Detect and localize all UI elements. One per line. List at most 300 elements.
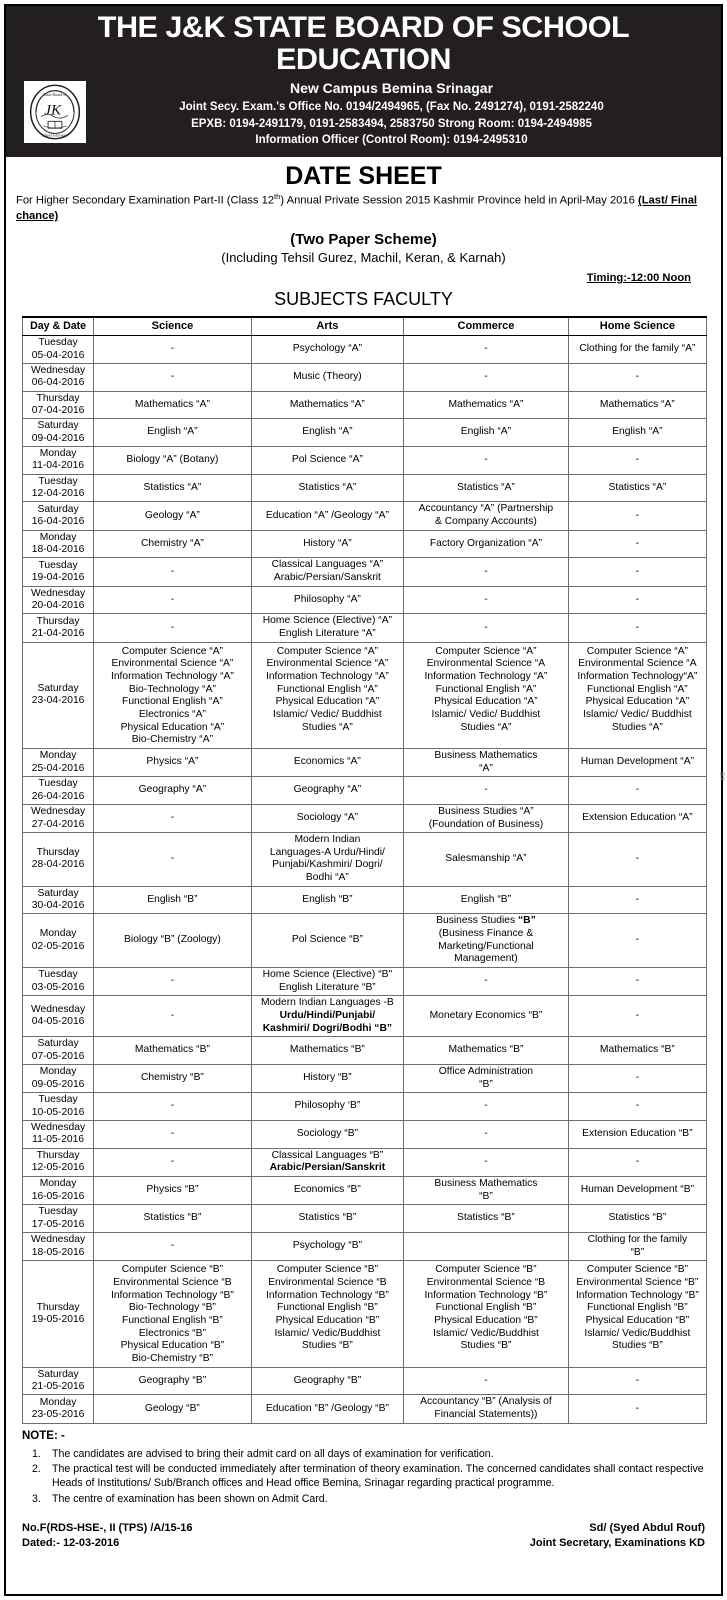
- table-row: [23, 833, 707, 887]
- day-name: Monday: [39, 1178, 77, 1190]
- cell-arts: Classical Languages “A” Arabic/Persian/Sanskrit: [251, 558, 403, 586]
- campus-name: New Campus Bemina Srinagar: [289, 80, 494, 96]
- cell-commerce: -: [404, 363, 569, 391]
- date-value: 21-05-2016: [31, 1380, 85, 1392]
- cell-day-date: [23, 530, 94, 558]
- cell-commerce: -: [404, 614, 569, 642]
- date-value: 02-05-2016: [31, 940, 85, 952]
- cell-arts: Geography “B”: [251, 1367, 403, 1395]
- table-row: [23, 391, 707, 419]
- cell-arts: Education “B” /Geology “B”: [251, 1395, 403, 1423]
- cell-science: -: [94, 833, 252, 887]
- cell-day-date: [23, 363, 94, 391]
- subtitle: [16, 192, 711, 224]
- cell-arts: Modern Indian Languages -B Urdu/Hindi/Punjabi/ Kashmiri/ Dogri/Bodhi “B”: [251, 996, 403, 1037]
- contact-line-3: Information Officer (Control Room): 0194-2495310: [255, 134, 528, 147]
- cell-science: -: [94, 804, 252, 832]
- date-value: 26-04-2016: [31, 790, 85, 802]
- date-value: 23-04-2016: [31, 695, 85, 707]
- cell-arts: Economics “A”: [251, 748, 403, 776]
- title-area: [6, 157, 721, 316]
- table-row: [23, 614, 707, 642]
- cell-commerce: Statistics “A”: [404, 474, 569, 502]
- note-text: The practical test will be conducted immediately after termination of theory examination. The concerned candidates shall contact respective Heads of Institutions/ Sub/Branch offices and Head office Bemina, Srinagar regarding practical programme.: [52, 1462, 704, 1490]
- cell-commerce: -: [404, 968, 569, 996]
- cell-arts: History “B”: [251, 1065, 403, 1093]
- date-value: 25-04-2016: [31, 762, 85, 774]
- table-row: [23, 1395, 707, 1423]
- date-value: 11-05-2016: [32, 1134, 85, 1146]
- day-name: Tuesday: [38, 475, 78, 487]
- cell-home-science: Mathematics “B”: [568, 1037, 706, 1065]
- col-header-home-science: Home Science: [568, 317, 706, 336]
- table-row: [23, 968, 707, 996]
- cell-commerce: Accountancy “A” (Partnership & Company Accounts): [404, 502, 569, 530]
- cell-day-date: [23, 1065, 94, 1093]
- day-name: Wednesday: [30, 587, 86, 599]
- contact-line-1: Joint Secy. Exam.'s Office No. 0194/2494965, (Fax No. 2491274), 0191-2582240: [179, 100, 604, 113]
- day-name: Thursday: [36, 1301, 80, 1313]
- table-row: [23, 1367, 707, 1395]
- cell-commerce: -: [404, 1093, 569, 1121]
- cell-home-science: -: [568, 833, 706, 887]
- cell-arts: Computer Science “A” Environmental Science “A” Information Technology “A” Functional English “A” Physical Education “A” Islamic/ Vedic/ Buddhist Studies “A”: [251, 642, 403, 748]
- table-row: [23, 1205, 707, 1233]
- cell-science: Computer Science “A” Environmental Science “A” Information Technology “A” Bio-Technology “A” Functional English “A” Electronics “A” Physical Education “A” Bio-Chemistry “A”: [94, 642, 252, 748]
- date-value: 12-05-2016: [31, 1162, 85, 1174]
- cell-commerce: Mathematics “A”: [404, 391, 569, 419]
- cell-day-date: [23, 1148, 94, 1176]
- table-header: [23, 317, 707, 336]
- table-row: [23, 446, 707, 474]
- table-body: [23, 336, 707, 1423]
- cell-science: -: [94, 363, 252, 391]
- cell-science: -: [94, 1233, 252, 1261]
- cell-arts: Statistics “A”: [251, 474, 403, 502]
- day-name: Tuesday: [38, 559, 78, 571]
- day-name: Saturday: [37, 887, 79, 899]
- cell-day-date: [23, 1205, 94, 1233]
- cell-commerce: Monetary Economics “B”: [404, 996, 569, 1037]
- cell-day-date: [23, 748, 94, 776]
- cell-arts: English “A”: [251, 419, 403, 447]
- cell-arts: Sociology “B”: [251, 1121, 403, 1149]
- col-header-science: Science: [94, 317, 252, 336]
- table-row: [23, 1233, 707, 1261]
- date-value: 19-04-2016: [31, 571, 85, 583]
- cell-science: -: [94, 614, 252, 642]
- cell-day-date: [23, 804, 94, 832]
- cell-home-science: Extension Education “A”: [568, 804, 706, 832]
- notes-heading: NOTE: -: [22, 1429, 65, 1442]
- cell-home-science: -: [568, 914, 706, 968]
- table-row: [23, 474, 707, 502]
- subjects-faculty-heading: SUBJECTS FACULTY: [274, 288, 453, 309]
- day-name: Monday: [39, 750, 77, 762]
- subtitle-superscript: th: [274, 192, 281, 202]
- day-name: Wednesday: [30, 806, 86, 818]
- col-header-commerce: Commerce: [404, 317, 569, 336]
- cell-commerce: -: [404, 336, 569, 364]
- date-value: 03-05-2016: [31, 981, 85, 993]
- cell-science: Geology “B”: [94, 1395, 252, 1423]
- cell-science: Computer Science “B” Environmental Science “B Information Technology “B” Bio-Technology “B” Functional English “B” Electronics “B” Physical Education “B” Bio-Chemistry “B”: [94, 1261, 252, 1367]
- day-name: Wednesday: [30, 1234, 86, 1246]
- cell-science: -: [94, 1121, 252, 1149]
- cell-home-science: -: [568, 1093, 706, 1121]
- cell-arts: Modern Indian Languages-A Urdu/Hindi/ Punjabi/Kashmiri/ Dogri/ Bodhi “A”: [251, 833, 403, 887]
- day-name: Wednesday: [30, 364, 86, 376]
- day-name: Thursday: [36, 847, 80, 859]
- cell-commerce: Business Studies “B” (Business Finance & Marketing/Functional Management): [404, 914, 569, 968]
- cell-home-science: -: [568, 1395, 706, 1423]
- board-title: THE J&K STATE BOARD OF SCHOOL EDUCATION: [97, 11, 630, 76]
- cell-science: English “B”: [94, 886, 252, 914]
- date-value: 10-05-2016: [31, 1106, 85, 1118]
- date-value: 16-05-2016: [31, 1190, 85, 1202]
- cell-science: Physics “B”: [94, 1177, 252, 1205]
- date-value: 05-04-2016: [31, 349, 85, 361]
- document-header: [6, 6, 721, 157]
- day-name: Wednesday: [30, 1122, 86, 1134]
- cell-commerce: Business Mathematics “A”: [404, 748, 569, 776]
- cell-commerce: -: [404, 446, 569, 474]
- svg-text:State Board of: State Board of: [43, 91, 67, 97]
- date-value: 06-04-2016: [31, 377, 85, 389]
- date-value: 09-04-2016: [31, 432, 85, 444]
- cell-home-science: -: [568, 1065, 706, 1093]
- cell-commerce: Statistics “B”: [404, 1205, 569, 1233]
- cell-science: -: [94, 336, 252, 364]
- cell-day-date: [23, 1261, 94, 1367]
- cell-science: -: [94, 996, 252, 1037]
- subtitle-emphasis: (Last/ Final chance): [16, 195, 698, 223]
- cell-science: Chemistry “A”: [94, 530, 252, 558]
- file-number: No.F(RDS-HSE-, II (TPS) /A/15-16: [22, 1521, 193, 1534]
- cell-commerce: Business Mathematics “B”: [404, 1177, 569, 1205]
- table-row: [23, 1148, 707, 1176]
- table-row: [23, 586, 707, 614]
- cell-home-science: -: [568, 1148, 706, 1176]
- note-item: [22, 1447, 705, 1461]
- cell-arts: English “B”: [251, 886, 403, 914]
- day-name: Thursday: [36, 392, 80, 404]
- cell-home-science: -: [568, 1367, 706, 1395]
- cell-commerce: Office Administration “B”: [404, 1065, 569, 1093]
- cell-commerce: English “B”: [404, 886, 569, 914]
- cell-day-date: [23, 336, 94, 364]
- day-name: Wednesday: [30, 1004, 86, 1016]
- cell-home-science: Clothing for the family “A”: [568, 336, 706, 364]
- day-name: Tuesday: [38, 1206, 78, 1218]
- cell-commerce: -: [404, 1367, 569, 1395]
- cell-home-science: Human Development “A”: [568, 748, 706, 776]
- cell-day-date: [23, 614, 94, 642]
- date-value: 04-05-2016: [31, 1016, 85, 1028]
- day-name: Monday: [39, 1066, 77, 1078]
- day-name: Tuesday: [38, 337, 78, 349]
- document-footer: [6, 1511, 721, 1560]
- cell-day-date: [23, 446, 94, 474]
- cell-day-date: [23, 1121, 94, 1149]
- cell-arts: Psychology “B”: [251, 1233, 403, 1261]
- cell-day-date: [23, 502, 94, 530]
- contact-line-2: EPXB: 0194-2491179, 0191-2583494, 2583750 Strong Room: 0194-2494985: [191, 117, 592, 130]
- table-header-row: [23, 317, 707, 336]
- cell-arts: Geography “A”: [251, 777, 403, 805]
- scheme-label: (Two Paper Scheme): [290, 231, 437, 249]
- note-text: The centre of examination has been shown on Admit Card.: [52, 1492, 328, 1505]
- date-value: 28-04-2016: [31, 859, 85, 871]
- cell-arts: Pol Science “B”: [251, 914, 403, 968]
- cell-commerce: -: [404, 777, 569, 805]
- cell-science: Geology “A”: [94, 502, 252, 530]
- table-row: [23, 886, 707, 914]
- cell-science: Statistics “A”: [94, 474, 252, 502]
- cell-arts: Home Science (Elective) “B" English Literature “B”: [251, 968, 403, 996]
- table-row: [23, 914, 707, 968]
- cell-science: Geography “B”: [94, 1367, 252, 1395]
- cell-science: Chemistry “B”: [94, 1065, 252, 1093]
- table-row: [23, 336, 707, 364]
- cell-day-date: [23, 996, 94, 1037]
- cell-science: English “A”: [94, 419, 252, 447]
- document-frame: [4, 4, 727, 1596]
- cell-arts: Mathematics “A”: [251, 391, 403, 419]
- cell-arts: Psychology “A”: [251, 336, 403, 364]
- subtitle-mid: ) Annual Private Session 2015 Kashmir Province held in April-May 2016: [280, 195, 638, 208]
- datesheet-table: [22, 316, 707, 1424]
- table-row: [23, 1261, 707, 1367]
- table-row: [23, 804, 707, 832]
- cell-day-date: [23, 474, 94, 502]
- day-name: Monday: [39, 1396, 77, 1408]
- date-value: 30-04-2016: [31, 900, 85, 912]
- timing-label: Timing:-12:00 Noon: [586, 271, 691, 284]
- cell-arts: Statistics “B”: [251, 1205, 403, 1233]
- signature-designation: Joint Secretary, Examinations KD: [529, 1537, 705, 1550]
- cell-commerce: -: [404, 586, 569, 614]
- day-name: Monday: [39, 928, 77, 940]
- cell-day-date: [23, 642, 94, 748]
- cell-commerce: -: [404, 1148, 569, 1176]
- note-number: 3.: [32, 1492, 41, 1505]
- table-row: [23, 558, 707, 586]
- date-value: 18-04-2016: [31, 543, 85, 555]
- cell-arts: Mathematics “B”: [251, 1037, 403, 1065]
- date-value: 27-04-2016: [31, 818, 85, 830]
- cell-day-date: [23, 1037, 94, 1065]
- cell-day-date: [23, 419, 94, 447]
- cell-day-date: [23, 558, 94, 586]
- date-value: 18-05-2016: [31, 1246, 85, 1258]
- signature-name: Sd/ (Syed Abdul Rouf): [589, 1521, 705, 1534]
- cell-arts: Economics “B”: [251, 1177, 403, 1205]
- cell-home-science: -: [568, 886, 706, 914]
- cell-science: Biology “B” (Zoology): [94, 914, 252, 968]
- table-row: [23, 1037, 707, 1065]
- table-row: [23, 642, 707, 748]
- cell-day-date: [23, 1233, 94, 1261]
- cell-science: Mathematics “B”: [94, 1037, 252, 1065]
- footer-left: [22, 1521, 193, 1552]
- cell-arts: Philosophy ‘B”: [251, 1093, 403, 1121]
- cell-science: Geography “A”: [94, 777, 252, 805]
- table-row: [23, 502, 707, 530]
- cell-commerce: Factory Organization “A”: [404, 530, 569, 558]
- day-name: Saturday: [37, 1368, 79, 1380]
- day-name: Monday: [39, 531, 77, 543]
- date-value: 17-05-2016: [31, 1218, 85, 1230]
- col-header-arts: Arts: [251, 317, 403, 336]
- note-number: 1.: [32, 1447, 41, 1460]
- cell-day-date: [23, 777, 94, 805]
- cell-home-science: -: [568, 558, 706, 586]
- table-row: [23, 996, 707, 1037]
- cell-science: -: [94, 586, 252, 614]
- margin-mark: 45: [720, 770, 727, 781]
- cell-home-science: -: [568, 968, 706, 996]
- cell-home-science: -: [568, 996, 706, 1037]
- page-title: DATE SHEET: [285, 161, 442, 190]
- cell-home-science: Computer Science “A” Environmental Science “A Information Technology“A” Functional English “A” Physical Education “A” Islamic/ Vedic/ Buddhist Studies “A”: [568, 642, 706, 748]
- cell-home-science: Statistics “B”: [568, 1205, 706, 1233]
- cell-home-science: -: [568, 777, 706, 805]
- cell-science: Physics “A”: [94, 748, 252, 776]
- board-seal-logo: [24, 81, 86, 143]
- seal-icon: [26, 83, 84, 141]
- cell-home-science: -: [568, 614, 706, 642]
- cell-day-date: [23, 968, 94, 996]
- cell-commerce: Business Studies “A” (Foundation of Business): [404, 804, 569, 832]
- date-value: 07-04-2016: [31, 404, 85, 416]
- cell-commerce: Computer Science “B” Environmental Science “B Information Technology “B” Functional English “B” Physical Education “B” Islamic/ Vedic/Buddhist Studies “B”: [404, 1261, 569, 1367]
- note-item: [22, 1492, 705, 1506]
- cell-science: -: [94, 558, 252, 586]
- cell-home-science: Mathematics “A”: [568, 391, 706, 419]
- cell-arts: Sociology “A”: [251, 804, 403, 832]
- cell-commerce: English “A”: [404, 419, 569, 447]
- day-name: Saturday: [37, 503, 79, 515]
- datesheet-table-wrap: [6, 316, 727, 1424]
- day-name: Thursday: [36, 615, 80, 627]
- table-row: [23, 777, 707, 805]
- cell-science: Mathematics “A”: [94, 391, 252, 419]
- cell-home-science: Clothing for the family “B”: [568, 1233, 706, 1261]
- table-row: [23, 1177, 707, 1205]
- cell-commerce: -: [404, 558, 569, 586]
- table-row: [23, 419, 707, 447]
- cell-day-date: [23, 1093, 94, 1121]
- tehsil-note: (Including Tehsil Gurez, Machil, Keran, & Karnah): [221, 250, 506, 266]
- table-row: [23, 748, 707, 776]
- cell-arts: Computer Science “B” Environmental Science “B Information Technology “B” Functional English “B” Physical Education “B” Islamic/ Vedic/Buddhist Studies “B”: [251, 1261, 403, 1367]
- day-name: Monday: [39, 447, 77, 459]
- dated-line: Dated:- 12-03-2016: [22, 1537, 120, 1550]
- cell-arts: Music (Theory): [251, 363, 403, 391]
- cell-arts: Education “A” /Geology “A”: [251, 502, 403, 530]
- cell-arts: History “A”: [251, 530, 403, 558]
- day-name: Tuesday: [38, 969, 78, 981]
- date-value: 23-05-2016: [31, 1408, 85, 1420]
- cell-day-date: [23, 1367, 94, 1395]
- cell-home-science: English “A”: [568, 419, 706, 447]
- svg-text:JK: JK: [44, 102, 62, 119]
- day-name: Saturday: [37, 420, 79, 432]
- cell-science: -: [94, 968, 252, 996]
- cell-home-science: Computer Science “B” Environmental Science “B” Information Technology “B” Functional English “B” Physical Education “B” Islamic/ Vedic/Buddhist Studies “B”: [568, 1261, 706, 1367]
- cell-commerce: [404, 1233, 569, 1261]
- note-item: [22, 1462, 705, 1491]
- cell-science: Statistics “B”: [94, 1205, 252, 1233]
- notes-list: [22, 1447, 705, 1506]
- cell-home-science: Human Development “B”: [568, 1177, 706, 1205]
- cell-day-date: [23, 833, 94, 887]
- cell-science: -: [94, 1093, 252, 1121]
- day-name: Tuesday: [38, 1094, 78, 1106]
- cell-arts: Pol Science “A”: [251, 446, 403, 474]
- notes-section: [6, 1424, 721, 1511]
- cell-day-date: [23, 886, 94, 914]
- day-name: Thursday: [36, 1150, 80, 1162]
- date-value: 16-04-2016: [31, 515, 85, 527]
- table-row: [23, 530, 707, 558]
- cell-commerce: Accountancy “B” (Analysis of Financial Statements)): [404, 1395, 569, 1423]
- day-name: Saturday: [37, 682, 79, 694]
- col-header-day-date: Day & Date: [23, 317, 94, 336]
- cell-home-science: Statistics “A”: [568, 474, 706, 502]
- cell-home-science: -: [568, 586, 706, 614]
- note-text: The candidates are advised to bring their admit card on all days of examination for verification.: [52, 1447, 494, 1460]
- date-value: 21-04-2016: [31, 627, 85, 639]
- footer-right: [530, 1521, 705, 1552]
- cell-home-science: Extension Education “B”: [568, 1121, 706, 1149]
- cell-home-science: -: [568, 363, 706, 391]
- subtitle-pre: For Higher Secondary Examination Part-II (Class 12: [16, 195, 275, 208]
- cell-day-date: [23, 586, 94, 614]
- date-value: 12-04-2016: [31, 487, 85, 499]
- cell-commerce: Salesmanship “A”: [404, 833, 569, 887]
- day-name: Tuesday: [38, 778, 78, 790]
- cell-home-science: -: [568, 530, 706, 558]
- note-number: 2.: [32, 1462, 41, 1475]
- cell-home-science: -: [568, 446, 706, 474]
- table-row: [23, 1093, 707, 1121]
- day-name: Saturday: [37, 1038, 79, 1050]
- date-value: 07-05-2016: [31, 1050, 85, 1062]
- cell-commerce: Mathematics “B”: [404, 1037, 569, 1065]
- date-value: 20-04-2016: [31, 599, 85, 611]
- cell-commerce: Computer Science “A” Environmental Science “A Information Technology “A” Functional English “A” Physical Education “A” Islamic/ Vedic/ Buddhist Studies “A”: [404, 642, 569, 748]
- date-value: 19-05-2016: [31, 1314, 85, 1325]
- cell-day-date: [23, 391, 94, 419]
- cell-day-date: [23, 914, 94, 968]
- cell-science: -: [94, 1148, 252, 1176]
- table-row: [23, 363, 707, 391]
- table-row: [23, 1121, 707, 1149]
- cell-home-science: -: [568, 502, 706, 530]
- table-row: [23, 1065, 707, 1093]
- cell-arts: Philosophy “A”: [251, 586, 403, 614]
- date-value: 11-04-2016: [32, 460, 85, 472]
- cell-arts: Home Science (Elective) “A” English Literature “A”: [251, 614, 403, 642]
- cell-arts: Classical Languages “B” Arabic/Persian/Sanskrit: [251, 1148, 403, 1176]
- cell-science: Biology “A” (Botany): [94, 446, 252, 474]
- svg-text:School Education: School Education: [41, 133, 69, 138]
- cell-day-date: [23, 1177, 94, 1205]
- cell-commerce: -: [404, 1121, 569, 1149]
- cell-day-date: [23, 1395, 94, 1423]
